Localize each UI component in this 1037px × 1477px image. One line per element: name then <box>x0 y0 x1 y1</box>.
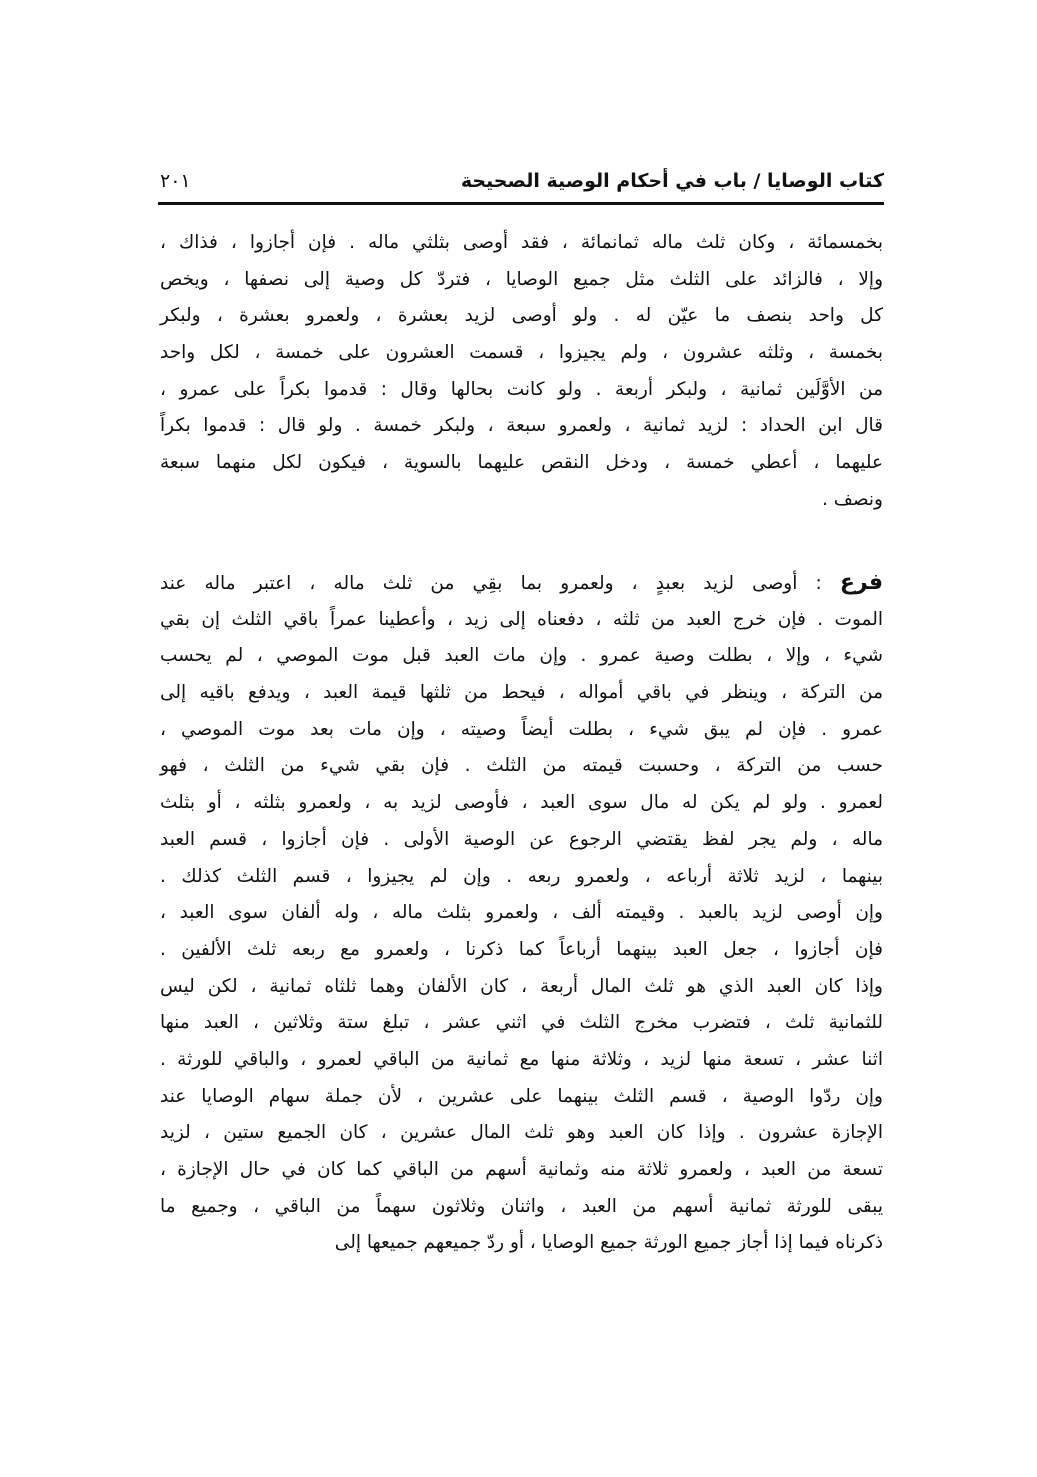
paragraph-1 <box>160 225 883 519</box>
text-line: تسعة من العبد ، ولعمرو ثلاثة منه وثمانية أسهم من الباقي كما كان في حال الإجازة ، <box>160 1159 883 1180</box>
text-line: عمرو . فإن لم يبق شيء ، بطلت أيضاً وصيته ، وإن مات بعد موت الموصي ، <box>160 718 883 740</box>
text-line: يبقى للورثة ثمانية أسهم من العبد ، واثنان وثلاثون سهماً من الباقي ، وجميع ما <box>160 1195 883 1217</box>
header-title: كتاب الوصايا / باب في أحكام الوصية الصحيحة <box>460 170 884 192</box>
text-line: شيء ، وإلا ، بطلت وصية عمرو . وإن مات العبد قبل موت الموصي ، لم يحسب <box>160 645 883 667</box>
text-line: وإن ردّوا الوصية ، قسم الثلث بينهما على عشرين ، لأن جملة سهام الوصايا عند <box>160 1085 883 1107</box>
text-line: حسب من التركة ، وحسبت قيمته من الثلث . فإن بقي شيء من الثلث ، فهو <box>160 755 883 777</box>
section-lead-word: فرع <box>839 570 883 595</box>
paragraph-2 <box>160 565 883 1262</box>
text-line: وإن أوصى لزيد بالعبد . وقيمته ألف ، ولعمرو بثلث ماله ، وله ألفان سوى العبد ، <box>160 902 883 924</box>
text-line: من الأوَّلَين ثمانية ، ولبكر أربعة . ولو كانت بحالها وقال : قدموا بكراً على عمرو ، <box>160 378 883 400</box>
text-line: كل واحد بنصف ما عيّن له . ولو أوصى لزيد بعشرة ، ولعمرو بعشرة ، ولبكر <box>160 305 883 327</box>
text-line: للثمانية ثلث ، فتضرب مخرج الثلث في اثني عشر ، تبلغ ستة وثلاثين ، العبد منها <box>160 1012 883 1034</box>
text-line <box>160 565 883 602</box>
text-line-rest: : أوصى لزيد بعبدٍ ، ولعمرو بما بقِي من ثلث ماله ، اعتبر ماله عند <box>160 573 840 594</box>
text-line: فإن أجازوا ، جعل العبد بينهما أرباعاً كما ذكرنا ، ولعمرو مع ربعه ثلث الألفين . <box>160 938 883 960</box>
text-line: وإلا ، فالزائد على الثلث مثل جميع الوصايا ، فتردّ كل وصية إلى نصفها ، ويخص <box>160 268 883 290</box>
text-line: وإذا كان العبد الذي هو ثلث المال أربعة ، كان الألفان وهما ثلثاه ثمانية ، لكن ليس <box>160 975 883 997</box>
text-line: بخمسمائة ، وكان ثلث ماله ثمانمائة ، فقد أوصى بثلثي ماله . فإن أجازوا ، فذاك ، <box>160 232 883 253</box>
text-line: قال ابن الحداد : لزيد ثمانية ، ولعمرو سبعة ، ولبكر خمسة . ولو قال : قدموا بكراً <box>160 415 883 437</box>
text-line: الموت . فإن خرج العبد من ثلثه ، دفعناه إلى زيد ، وأعطينا عمراً باقي الثلث إن بقي <box>160 608 883 630</box>
running-header <box>158 168 884 202</box>
text-line: ماله ، ولم يجر لفظ يقتضي الرجوع عن الوصية الأولى . فإن أجازوا ، قسم العبد <box>160 828 883 850</box>
text-line: من التركة ، وينظر في باقي أمواله ، فيحط من ثلثها قيمة العبد ، ويدفع باقيه إلى <box>160 682 883 704</box>
text-line: ونصف . <box>821 488 883 510</box>
text-line: عليهما ، أعطي خمسة ، ودخل النقص عليهما بالسوية ، فيكون لكل منهما سبعة <box>160 452 883 474</box>
page-number: ٢٠١ <box>160 170 191 192</box>
text-line: اثنا عشر ، تسعة منها لزيد ، وثلاثة منها مع ثمانية من الباقي لعمرو ، والباقي للورثة . <box>160 1048 883 1070</box>
text-line: الإجازة عشرون . وإذا كان العبد وهو ثلث المال عشرين ، كان الجميع ستين ، لزيد <box>160 1122 883 1144</box>
text-line: ذكرناه فيما إذا أجاز جميع الورثة جميع الوصايا ، أو ردّ جميعهم جميعها إلى <box>334 1232 883 1254</box>
text-line: بخمسة ، وثلثه عشرون ، ولم يجيزوا ، قسمت العشرون على خمسة ، لكل واحد <box>160 342 883 364</box>
text-line: بينهما ، لزيد ثلاثة أرباعه ، ولعمرو ربعه . وإن لم يجيزوا ، قسم الثلث كذلك . <box>160 865 883 887</box>
text-line: لعمرو . ولو لم يكن له مال سوى العبد ، فأوصى لزيد به ، ولعمرو بثلثه ، أو بثلث <box>160 792 883 814</box>
header-rule <box>158 202 884 205</box>
